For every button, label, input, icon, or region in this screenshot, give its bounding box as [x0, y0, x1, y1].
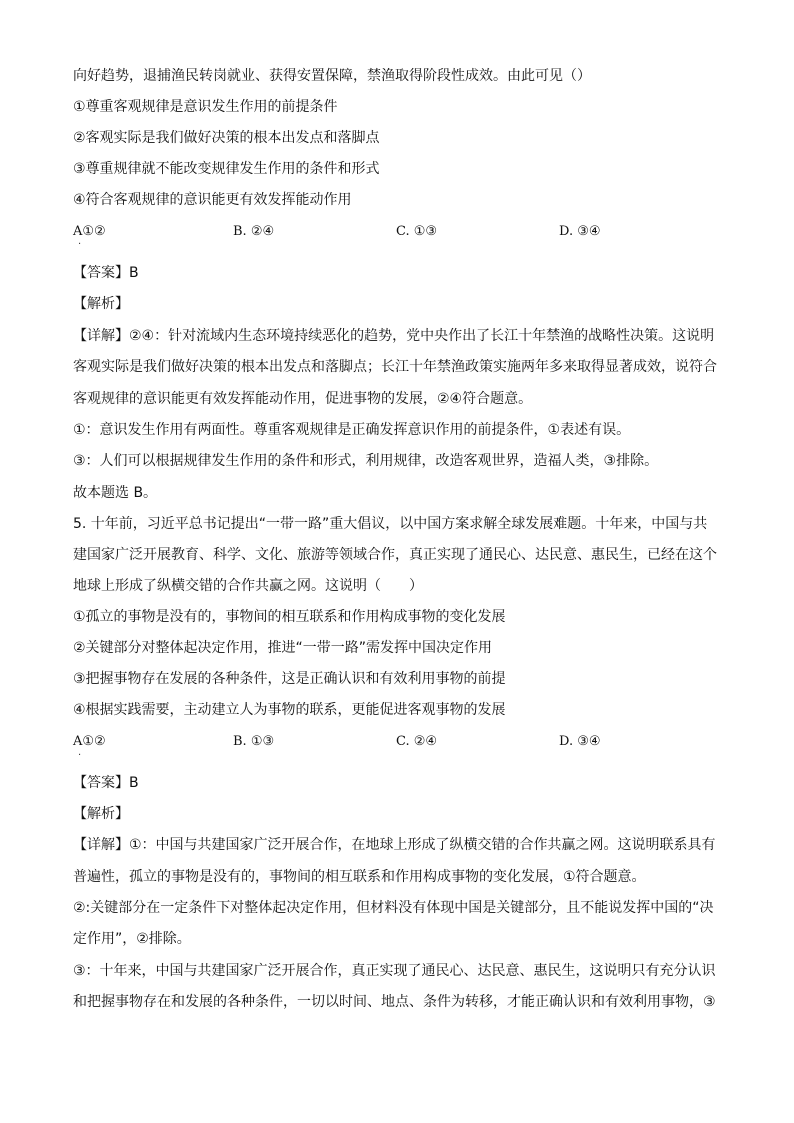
q4-detail-line-5: ③：人们可以根据规律发生作用的条件和形式，利用规律，改造客观世界，造福人类，③排除。 [73, 453, 659, 469]
q4-detail-line-4: ①：意识发生作用有两面性。尊重客观规律是正确发挥意识作用的前提条件，①表述有误。 [73, 422, 631, 438]
q5-answer [73, 773, 723, 793]
q5-option-3: ③把握事物存在发展的各种条件，这是正确认识和有效利用事物的前提 [73, 671, 506, 687]
q5-option-2: ②关键部分对整体起决定作用，推进“一带一路”需发挥中国决定作用 [73, 640, 493, 656]
q4-answer-value: B [129, 265, 139, 281]
q4-option-3: ③尊重规律就不能改变规律发生作用的条件和形式 [73, 161, 380, 177]
q5-detail-text-1: ①：中国与共建国家广泛开展合作，在地球上形成了纵横交错的合作共赢之网。这说明联系具有 [129, 837, 716, 853]
q4-analysis-label: 【解析】 [73, 296, 129, 312]
q4-conclusion: 故本题选 B。 [73, 485, 158, 501]
q4-option-1: ①尊重客观规律是意识发生作用的前提条件 [73, 99, 338, 115]
q4-detail-text-1: ②④：针对流域内生态环境持续恶化的趋势，党中央作出了长江十年禁渔的战略性决策。这说明 [129, 328, 715, 344]
q5-detail-line-5: ③：十年来，中国与共建国家广泛开展合作，真正实现了通民心、达民意、惠民生，这说明只有充分认识 [73, 963, 716, 979]
q5-choice-d: D. ③④ [559, 734, 601, 749]
q5-stem-line-2: 建国家广泛开展教育、科学、文化、旅游等领域合作，真正实现了通民心、达民意、惠民生，已经在这个 [73, 547, 717, 563]
q5-answer-value: B [129, 775, 139, 791]
q5-choice-a: A①② [73, 734, 106, 749]
q4-answer-label: 【答案】 [73, 265, 129, 281]
q5-analysis-label: 【解析】 [73, 806, 129, 822]
q4-detail-line-3: 客观规律的意识能更有效发挥能动作用，促进事物的发展，②④符合题意。 [73, 391, 533, 407]
q4-answer [73, 263, 723, 283]
q5-option-1: ①孤立的事物是没有的，事物间的相互联系和作用构成事物的变化发展 [73, 609, 506, 625]
q5-detail-label: 【详解】 [73, 837, 129, 853]
q5-detail-line-4: 定作用”，②排除。 [73, 931, 191, 947]
q4-choice-b: B. ②④ [233, 224, 275, 239]
q5-detail-line-6: 和把握事物存在和发展的各种条件，一切以时间、地点、条件为转移，才能正确认识和有效利用事物，③ [73, 994, 716, 1010]
q5-detail-line-2: 普遍性，孤立的事物是没有的，事物间的相互联系和作用构成事物的变化发展，①符合题意。 [73, 869, 646, 885]
q5-stray-dot: · [78, 750, 82, 761]
q4-choice-a: A①② [73, 224, 106, 239]
q4-choice-d: D. ③④ [559, 224, 601, 239]
q4-detail-line-2: 客观实际是我们做好决策的根本出发点和落脚点；长江十年禁渔政策实施两年多来取得显著成效，说符合 [73, 359, 717, 375]
q4-stem-continuation: 向好趋势，退捕渔民转岗就业、获得安置保障，禁渔取得阶段性成效。由此可见（） [73, 68, 591, 84]
q4-detail-label: 【详解】 [73, 328, 129, 344]
q5-choices [73, 732, 723, 752]
q5-detail-line-1 [73, 835, 723, 855]
q4-option-4: ④符合客观规律的意识能更有效发挥能动作用 [73, 192, 352, 208]
q4-detail-line-1 [73, 326, 723, 346]
q5-detail-line-3: ②:关键部分在一定条件下对整体起决定作用，但材料没有体现中国是关键部分，且不能说发挥中国的“决 [73, 900, 714, 916]
q5-option-4: ④根据实践需要，主动建立人为事物的联系，更能促进客观事物的发展 [73, 702, 506, 718]
q5-stem-line-1: 5. 十年前，习近平总书记提出“一带一路”重大倡议，以中国方案求解全球发展难题。十年来，中国与共 [73, 516, 708, 532]
q4-stray-dot: · [78, 239, 82, 250]
q5-choice-b: B. ①③ [233, 734, 275, 749]
q4-choice-c: C. ①③ [396, 224, 438, 239]
q5-stem-line-3: 地球上形成了纵横交错的合作共赢之网。这说明（ ） [73, 578, 423, 594]
q4-option-2: ②客观实际是我们做好决策的根本出发点和落脚点 [73, 130, 380, 146]
q4-choices [73, 222, 723, 242]
q5-answer-label: 【答案】 [73, 775, 129, 791]
q5-choice-c: C. ②④ [396, 734, 438, 749]
